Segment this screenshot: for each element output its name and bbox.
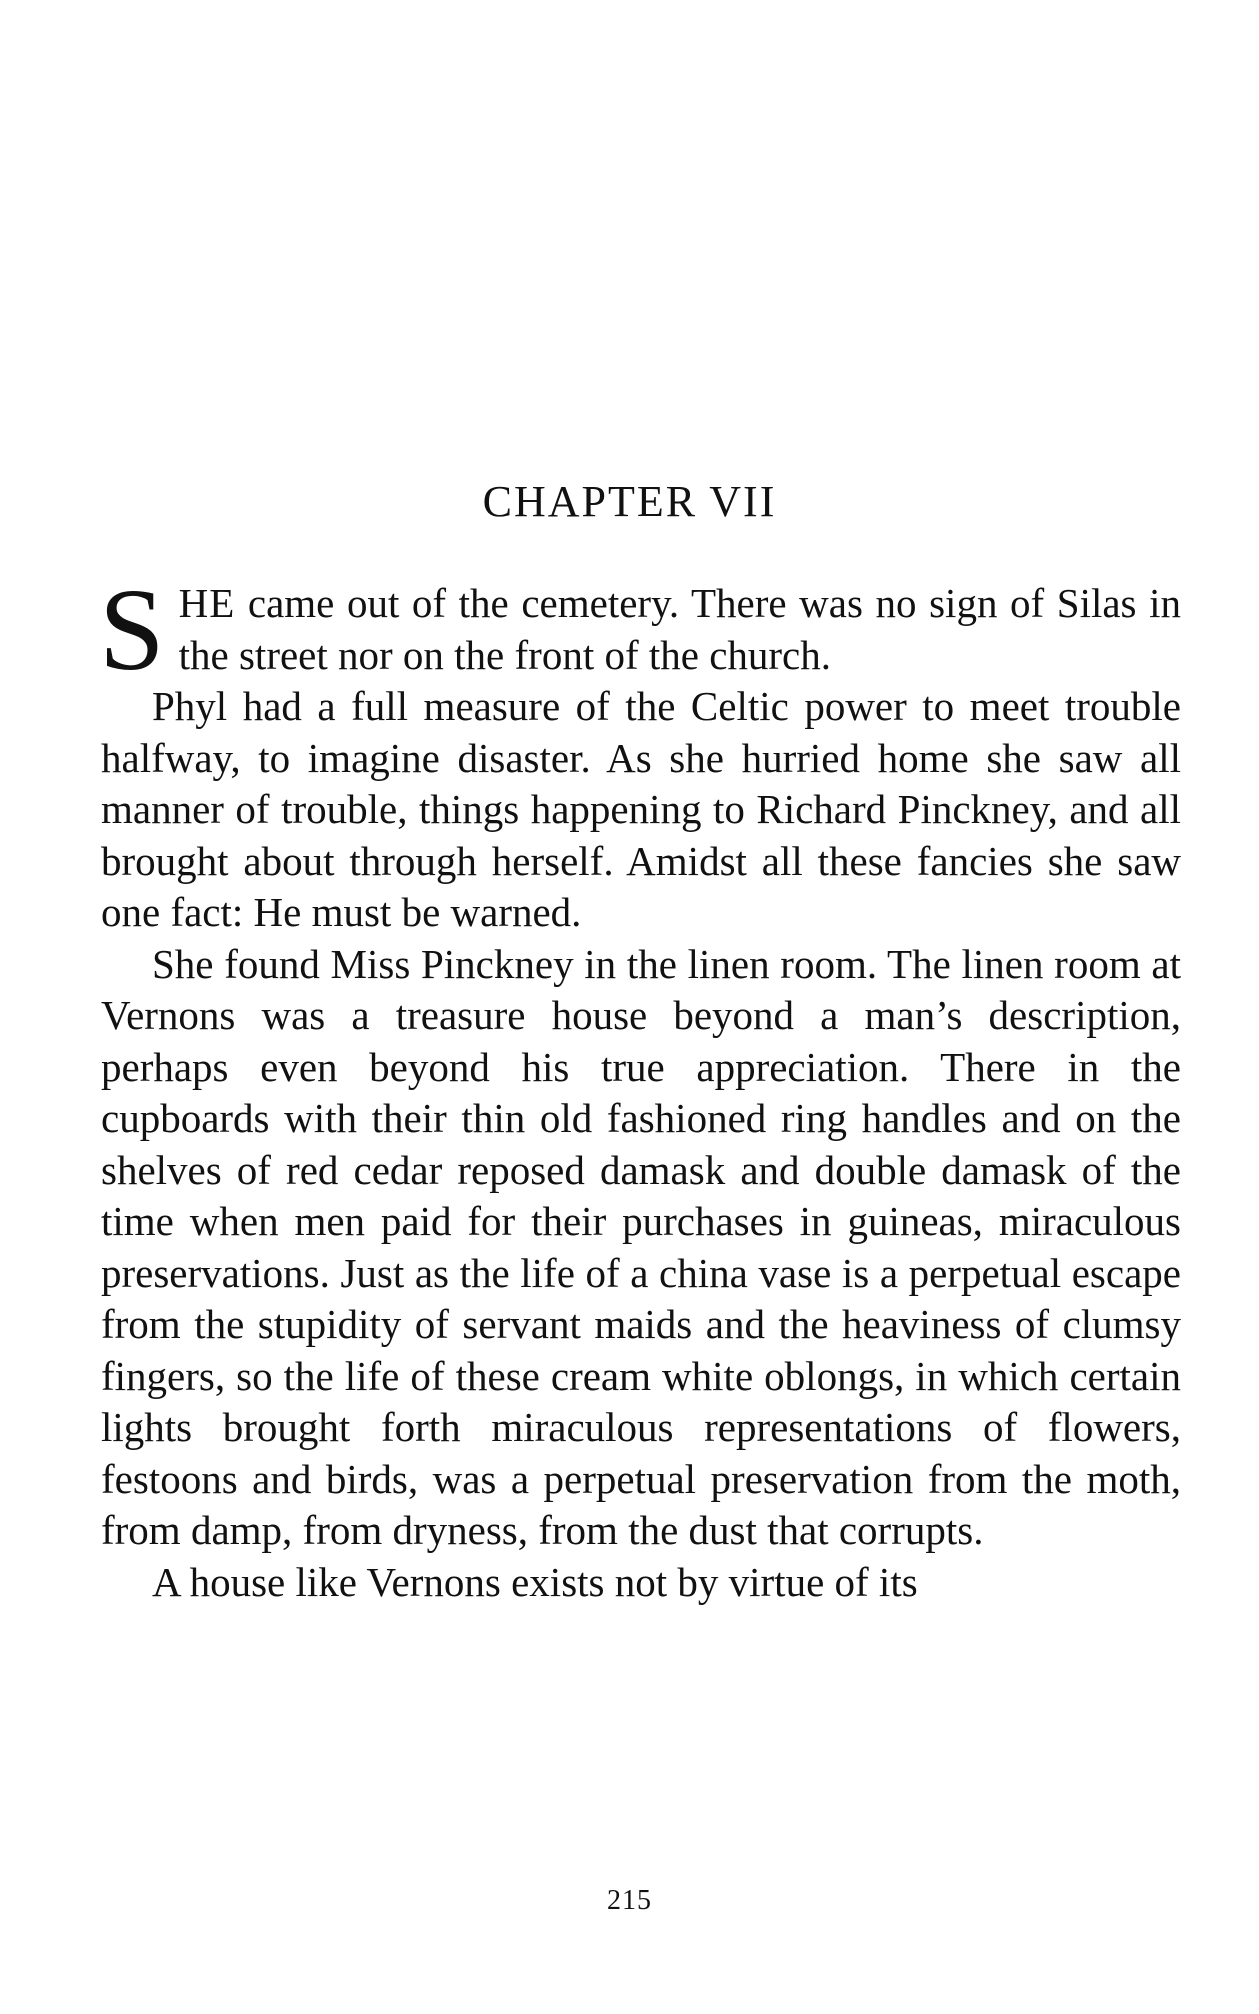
paragraph-3-text: She found Miss Pinckney in the linen room. The linen room at Vernons was a treasure house beyond a man’s description, perhaps even beyond his true appreciation. There in the cupboards with their thin old fashioned ring handles and on the shelves of red cedar reposed damask and double damask of the time when men paid for their purchases in guineas, miraculous preservations. Just as the life of a china vase is a perpetual escape from the stupidity of servant maids and the heaviness of clumsy fingers, so the life of these cream white oblongs, in which certain lights brought forth miraculous representations of flowers, festoons and birds, was a perpetual preservation from the moth, from damp, from dryness, from the dust that corrupts. [101,940,1181,1553]
chapter-heading: CHAPTER VII [482,477,777,526]
body-text [99,564,1181,1608]
paragraph-4-text: A house like Vernons exists not by virtue of its [152,1558,918,1605]
paragraph-2 [101,681,1181,939]
paragraph-1 [99,564,1181,695]
opening-small-caps: HE [178,580,236,626]
paragraph-1-text: came out of the cemetery. There was no sign of Silas in the street nor on the front of the church. [178,580,1181,678]
page-number: 215 [607,1885,652,1916]
paragraph-2-text: Phyl had a full measure of the Celtic power to meet trouble halfway, to imagine disaster. As she hurried home she saw all manner of trouble, things happening to Richard Pinckney, and all brought about through herself. Amidst all these fancies she saw one fact: He must be warned. [101,683,1181,935]
paragraph-4 [101,1557,1181,1609]
paragraph-3 [101,939,1181,1557]
drop-cap: S [99,564,165,695]
